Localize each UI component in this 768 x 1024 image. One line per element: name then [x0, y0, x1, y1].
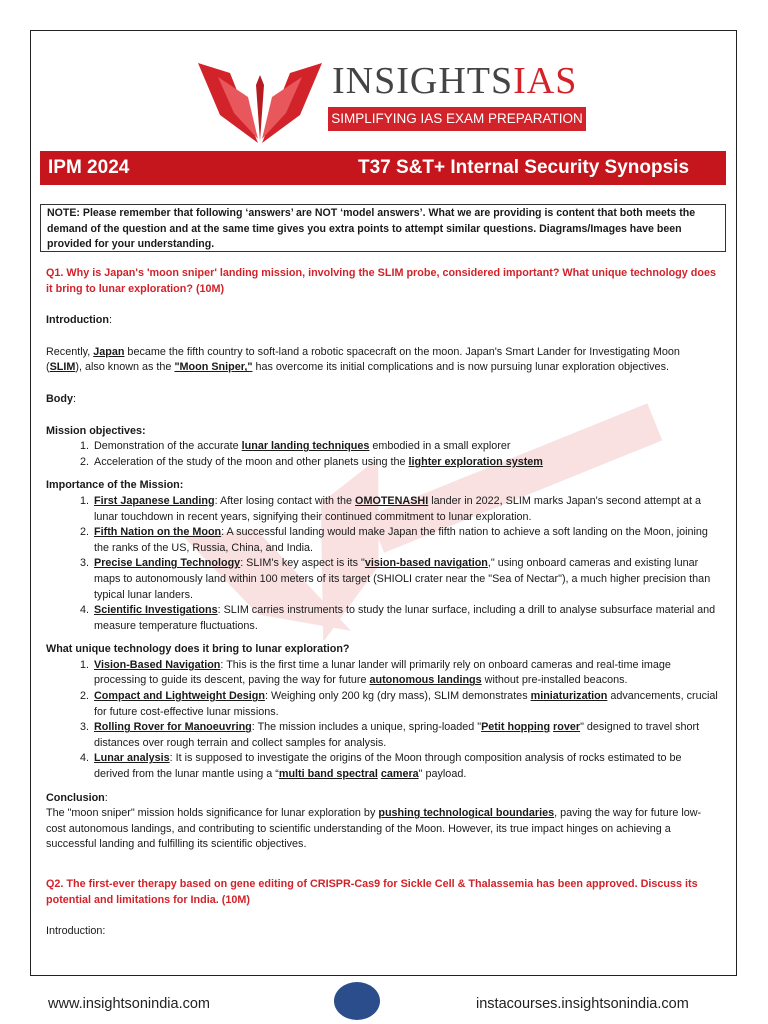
q1-body-heading: Body: [46, 392, 76, 405]
technology-list [46, 658, 718, 783]
mission-heading: Mission objectives: [46, 424, 146, 437]
brand-tagline: SIMPLIFYING IAS EXAM PREPARATION [328, 107, 586, 131]
title-banner [40, 151, 726, 185]
importance-heading: Importance of the Mission: [46, 479, 184, 492]
footer-website-link[interactable]: www.insightsonindia.com [48, 996, 210, 1012]
list-item: 3. Precise Landing Technology: SLIM's key aspect is its "vision-based navigation," using onboard cameras and existing lunar maps to autonomously land within 100 meters of its target (SHIOLI crater near the "Sea of Nectar"), a much higher precision than typical lunar landers. [92, 556, 718, 603]
technology-heading: What unique technology does it bring to lunar exploration? [46, 643, 350, 656]
list-item: 4. Lunar analysis: It is supposed to investigate the origins of the Moon through composition analysis of rocks estimated to be derived from the lunar mantle using a “multi band spectral camera" payload. [92, 751, 718, 782]
mission-list [46, 439, 718, 470]
importance-list [46, 494, 718, 634]
list-item: 2. Acceleration of the study of the moon and other planets using the lighter exploration system [92, 455, 718, 471]
q1-intro-text: Recently, Japan became the fifth country to soft-land a robotic spacecraft on the moon. Japan's Smart Lander for Investigating Moon (SLIM), also known as the "Moon Sniper," has overcome its initial complications and is now pursuing lunar exploration objectives. [46, 345, 680, 374]
question-1: Q1. Why is Japan's 'moon sniper' landing mission, involving the SLIM probe, considered important? What unique technology does it bring to lunar exploration? (10M) [46, 267, 716, 295]
list-item: 3. Rolling Rover for Manoeuvring: The mission includes a unique, spring-loaded "Petit hopping rover" designed to travel short distances over rough terrain and collect samples for analysis. [92, 720, 718, 751]
question-2: Q2. The first-ever therapy based on gene editing of CRISPR-Cas9 for Sickle Cell & Thalassemia has been approved. Discuss its potential and limitations for India. (10M) [46, 878, 698, 906]
note-box: NOTE: Please remember that following ‘answers’ are NOT ‘model answers’. What we are providing is content that both meets the demand of the question and at the same time gives you extra points to attempt similar questions. Diagrams/Images have been provided for your understanding. [40, 204, 726, 252]
banner-title: T37 S&T+ Internal Security Synopsis [358, 157, 690, 178]
list-item: 1. Vision-Based Navigation: This is the first time a lunar lander will primarily rely on onboard cameras and real-time image processing to guide its descent, paving the way for future autonomous landings without pre-installed beacons. [92, 658, 718, 689]
conclusion-heading: Conclusion: [46, 791, 108, 804]
conclusion-text: The "moon sniper" mission holds significance for lunar exploration by pushing technological boundaries, paving the way for future low-cost autonomous landings, and contributing to scientific understanding of the Moon. However, its true impact hinges on achieving a successful landing and fulfilling its scientific objectives. [46, 807, 702, 851]
list-item: 1. Demonstration of the accurate lunar landing techniques embodied in a small explorer [92, 439, 718, 455]
footer-courses-link[interactable]: instacourses.insightsonindia.com [476, 996, 689, 1012]
page-number-badge [334, 982, 380, 1020]
q2-intro-heading: Introduction: [46, 925, 106, 938]
list-item: 4. Scientific Investigations: SLIM carries instruments to study the lunar surface, including a drill to analyse subsurface material and measure temperature fluctuations. [92, 603, 718, 634]
insightsias-logo [190, 55, 590, 150]
brand-name: INSIGHTSIAS [332, 60, 578, 102]
list-item: 2. Compact and Lightweight Design: Weighing only 200 kg (dry mass), SLIM demonstrates miniaturization advancements, crucial for future cost-effective lunar missions. [92, 689, 718, 720]
q1-intro-heading: Introduction: [46, 314, 112, 327]
banner-program: IPM 2024 [48, 157, 130, 178]
open-book-logo-icon [190, 55, 330, 150]
list-item: 1. First Japanese Landing: After losing contact with the OMOTENASHI lander in 2022, SLIM marks Japan's second attempt at a lunar touchdown in recent years, signifying their continued commitment to lunar exploration. [92, 494, 718, 525]
list-item: 2. Fifth Nation on the Moon: A successful landing would make Japan the fifth nation to achieve a soft landing on the Moon, joining the ranks of the US, Russia, China, and India. [92, 525, 718, 556]
document-body [46, 266, 718, 940]
